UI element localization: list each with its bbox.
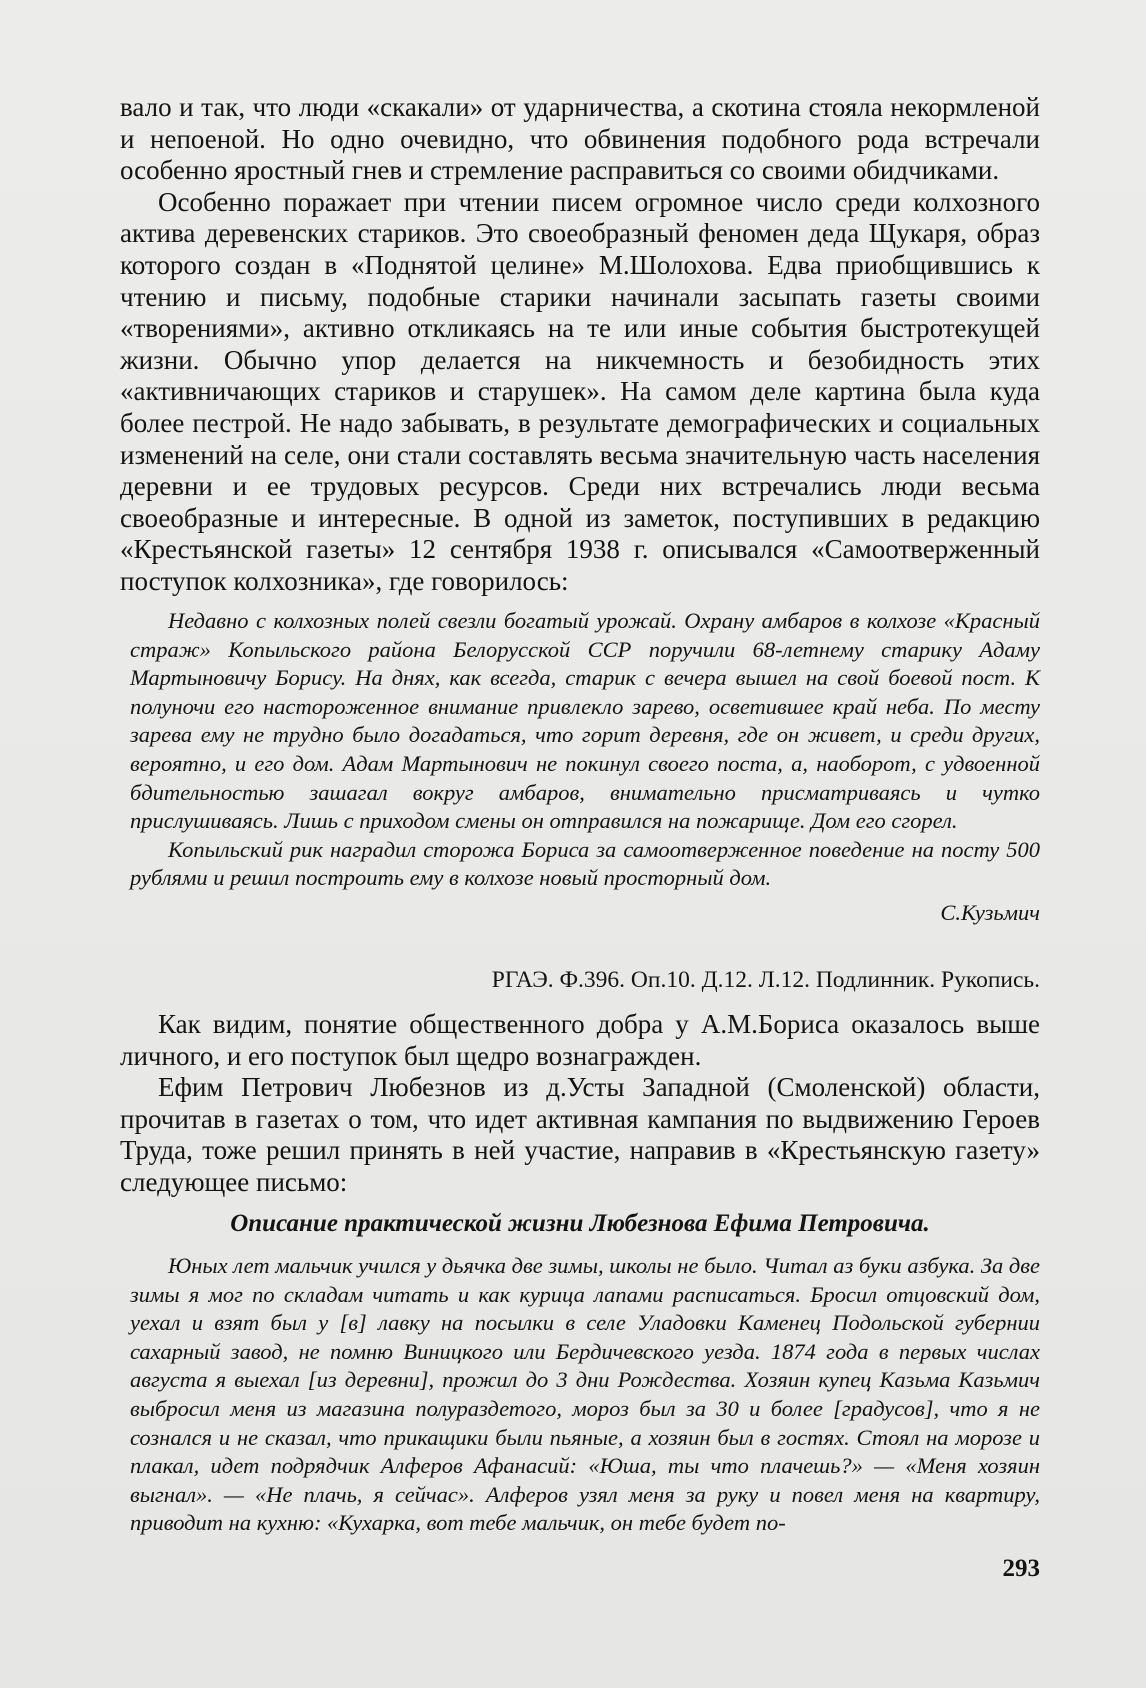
source-reference: РГАЭ. Ф.396. Оп.10. Д.12. Л.12. Подлинник. Рукопись. — [491, 967, 1040, 993]
letter-title: Описание практической жизни Любезнова Ефима Петровича. — [230, 1210, 930, 1237]
paragraph-continuation: вало и так, что люди «скакали» от ударничества, а скотина стояла некормленой и непоеной. Но одно очевидно, что обвинения подобного рода встречали особенно яростный гнев и стремление расправиться со своими обидчиками. — [120, 92, 1040, 186]
paragraph-lyubeznov: Ефим Петрович Любезнов из д.Усты Западной (Смоленской) области, прочитав в газетах о том, что идет активная кампания по выдвижению Героев Труда, тоже решил принять в ней участие, направив в «Крестьянскую газету» следующее письмо: — [120, 1072, 1040, 1197]
paragraph-conclusion: Как видим, понятие общественного добра у А.М.Бориса оказалось выше личного, и его поступок был щедро вознагражден. — [120, 1009, 1040, 1071]
paragraph-elders: Особенно поражает при чтении писем огромное число среди колхозного актива деревенских стариков. Это своеобразный феномен деда Щукаря, образ которого создан в «Поднятой целине» М.Шолохова. Едва приобщившись к чтению и письму, подобные старики начинали засыпать газеты своими «творениями», активно откликаясь на те или иные события быстротекущей жизни. Обычно упор делается на никчемность и безобидность этих «активничающих стариков и старушек». На самом деле картина была куда более пестрой. Не надо забывать, в результате демографических и социальных изменений на селе, они стали составлять весьма значительную часть населения деревни и ее трудовых ресурсов. Среди них встречались люди весьма своеобразные и интересные. В одной из заметок, поступивших в редакцию «Крестьянской газеты» 12 сентября 1938 г. описывался «Самоотверженный поступок колхозника», где говорилось: — [120, 186, 1040, 596]
quote-paragraph: Копыльский рик наградил сторожа Бориса за самоотверженное поведение на посту 500 рублями и решил построить ему в колхозе новый просторный дом. — [130, 836, 1040, 891]
archive-source — [120, 967, 1040, 994]
body-text-upper — [120, 92, 1040, 598]
letter-text: Юных лет мальчик учился у дьячка две зимы, школы не было. Читал аз буки азбука. За две зимы я мог по складам читать и как курица лапами расписаться. Бросил отцовский дом, уехал и взят был у [в] лавку на посылки в селе Уладовки Каменец Подольской губернии сахарный завод, не помню Виницкого или Бердичевского уезда. 1874 года в первых числах августа я выехал [из деревни], прожил до 3 дни Рождества. Хозяин купец Казьма Казьмич выбросил меня из магазина полураздетого, мороз был за 30 и более [градусов], что я не сознался и не сказал, что прикащики были пьяные, а хозяин был в гостях. Стоял на морозе и плакал, идет подрядчик Алферов Афанасий: «Юша, ты что плачешь?» — «Меня хозяин выгнал». — «Не плачь, я сейчас». Алферов узял меня за руку и повел меня на квартиру, приводит на кухню: «Кухарка, вот тебе мальчик, он тебе будет по- — [130, 1253, 1040, 1536]
page-number: 293 — [1002, 1555, 1040, 1582]
body-text-middle — [120, 1009, 1040, 1199]
letter-title-block — [120, 1210, 1040, 1238]
quote-paragraph: Недавно с колхозных полей свезли богатый урожай. Охрану амбаров в колхозе «Красный страж» Копыльского района Белорусской ССР поручили 68-летнему старику Адаму Мартыновичу Борису. На днях, как всегда, старик с вечера вышел на свой боевой пост. К полуночи его настороженное внимание привлекло зарево, осветившее край неба. По месту зарева ему не трудно было догадаться, что горит деревня, где он живет, и среди других, вероятно, и его дом. Адам Мартынович не покинул своего поста, а, наоборот, с удвоенной бдительностью зашагал вокруг амбаров, внимательно присматриваясь и чутко прислушиваясь. Лишь с приходом смены он отправился на пожарище. Дом его сгорел. — [130, 608, 1040, 834]
quote-signature: С.Кузьмич — [940, 899, 1040, 925]
quote-block-1 — [130, 607, 1040, 928]
quote-block-2 — [130, 1252, 1040, 1538]
